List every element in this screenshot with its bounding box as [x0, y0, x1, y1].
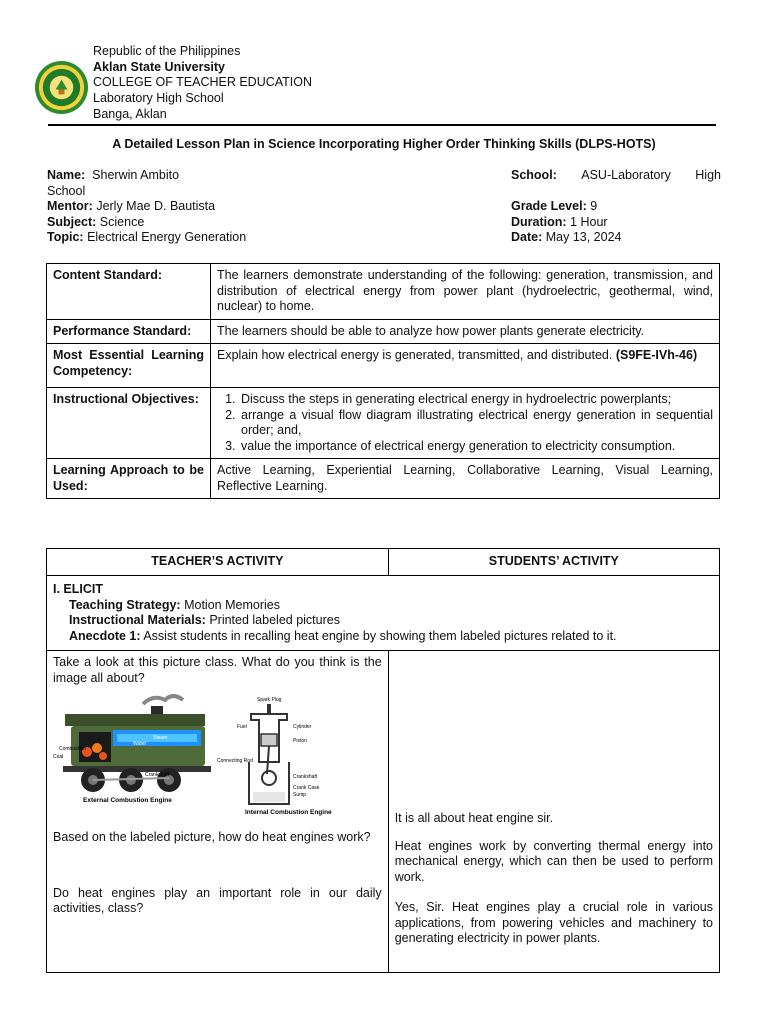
grade-label: Grade Level:	[511, 199, 587, 213]
date-label: Date:	[511, 230, 543, 244]
activity-table	[46, 548, 720, 973]
performance-standard-text: The learners should be able to analyze how power plants generate electricity.	[211, 319, 720, 344]
objectives-cell	[211, 388, 720, 459]
approach-text: Active Learning, Experiential Learning, Collaborative Learning, Visual Learning, Reflective Learning.	[211, 459, 720, 499]
students-activity-cell	[388, 651, 719, 973]
anecdote-value: Assist students in recalling heat engine by showing them labeled pictures related to it.	[143, 628, 617, 643]
melc-text: Explain how electrical energy is generated, transmitted, and distributed.	[217, 348, 613, 362]
melc-row	[47, 344, 720, 388]
internal-engine-caption: Internal Combustion Engine	[245, 809, 332, 816]
republic-line: Republic of the Philippines	[93, 44, 241, 58]
heat-engine-figure	[53, 692, 373, 820]
anecdote-label: Anecdote 1:	[69, 628, 141, 643]
materials-label: Instructional Materials:	[69, 613, 206, 627]
objectives-list	[217, 392, 713, 454]
student-answer-2: Heat engines work by converting thermal energy into mechanical energy, which can then be used to perform work.	[394, 838, 713, 884]
school-label: School:	[511, 168, 557, 182]
int-label-spark-plug: Spark Plug	[257, 697, 282, 703]
materials-value: Printed labeled pictures	[209, 613, 340, 627]
teacher-question-3: Do heat engines play an important role in our daily activities, class?	[53, 885, 382, 915]
mentor-value: Jerly Mae D. Bautista	[96, 199, 216, 213]
int-label-connecting-rod: Connecting Rod	[217, 758, 253, 764]
objective-item: 2. arrange a visual flow diagram illustrating electrical energy generation in sequential order; and,	[239, 408, 713, 439]
teacher-activity-cell	[47, 651, 389, 973]
ext-label-crankshaft: Crankshaft	[145, 772, 170, 778]
duration-label: Duration:	[511, 214, 567, 229]
mentor-label: Mentor:	[47, 199, 93, 213]
int-label-crank-case: Crank Case	[293, 785, 320, 791]
date-value: May 13, 2024	[545, 230, 622, 244]
info-left	[47, 168, 477, 246]
header-divider	[48, 124, 716, 126]
strategy-value: Motion Memories	[184, 597, 280, 612]
content-standard-text: The learners demonstrate understanding of the following: generation, transmission, and distribution of electrical energy from power plant (hydroelectric, geothermal, wind, nuclear) to home.	[211, 264, 720, 320]
activity-header-row	[47, 549, 720, 576]
melc-label: Most Essential Learning Competency:	[47, 344, 211, 388]
performance-standard-label: Performance Standard:	[47, 319, 211, 344]
ext-label-steam: Steam	[153, 735, 168, 741]
external-engine-caption: External Combustion Engine	[83, 797, 172, 804]
students-activity-header: STUDENTS’ ACTIVITY	[388, 549, 719, 576]
section-title: I. ELICIT	[53, 582, 103, 596]
melc-code: (S9FE-IVh-46)	[615, 348, 698, 362]
strategy-label: Teaching Strategy:	[69, 597, 181, 612]
name-label: Name:	[47, 168, 86, 182]
dialogue-row	[47, 651, 720, 973]
external-combustion-engine-illustration	[53, 696, 211, 804]
objectives-label: Instructional Objectives:	[47, 388, 211, 459]
standards-table	[46, 263, 720, 499]
ext-label-coal: Coal	[53, 754, 64, 760]
school-value-2: High	[695, 168, 721, 182]
ext-label-water: Water	[133, 741, 147, 747]
college-name: COLLEGE OF TEACHER EDUCATION	[93, 75, 313, 90]
teacher-activity-header: TEACHER’S ACTIVITY	[47, 549, 389, 576]
performance-standard-row	[47, 319, 720, 344]
topic-label: Topic:	[47, 230, 84, 244]
int-label-sump: Sump	[293, 792, 307, 798]
grade-value: 9	[590, 199, 598, 213]
subject-label: Subject:	[47, 214, 97, 229]
elicit-cell	[47, 576, 720, 651]
elicit-row	[47, 576, 720, 651]
university-seal-icon	[34, 60, 89, 115]
school-value-wrap: School	[47, 183, 86, 198]
objective-item: 3. value the importance of electrical energy generation to electricity consumption.	[239, 439, 713, 455]
school-value: ASU-Laboratory	[581, 168, 671, 182]
teacher-question-2: Based on the labeled picture, how do heat engines work?	[53, 830, 371, 844]
objectives-row	[47, 388, 720, 459]
int-label-cylinder: Cylinder	[293, 724, 312, 730]
internal-combustion-engine-illustration	[217, 697, 332, 816]
student-answer-3: Yes, Sir. Heat engines play a crucial role in various applications, from powering vehicles and machinery to generating electricity in power plants.	[394, 900, 713, 945]
int-label-crankshaft: Crankshaft	[293, 774, 318, 780]
duration-value: 1 Hour	[570, 214, 608, 229]
university-name: Aklan State University	[93, 59, 225, 74]
content-standard-row	[47, 264, 720, 320]
int-label-piston: Piston	[293, 738, 307, 744]
subject-value: Science	[99, 214, 145, 229]
int-label-fuel: Fuel	[237, 724, 247, 730]
info-right	[511, 168, 721, 246]
student-answer-1: It is all about heat engine sir.	[394, 811, 554, 825]
document-title: A Detailed Lesson Plan in Science Incorporating Higher Order Thinking Skills (DLPS-HOTS)	[112, 137, 656, 151]
institution-header	[93, 44, 312, 122]
school-unit: Laboratory High School	[93, 91, 224, 106]
content-standard-label: Content Standard:	[47, 264, 211, 320]
approach-label: Learning Approach to be Used:	[47, 459, 211, 499]
objective-item: 1. Discuss the steps in generating electrical energy in hydroelectric powerplants;	[239, 392, 713, 408]
teacher-question-1: Take a look at this picture class. What do you think is the image all about?	[53, 655, 382, 685]
name-value: Sherwin Ambito	[92, 168, 180, 182]
approach-row	[47, 459, 720, 499]
topic-value: Electrical Energy Generation	[87, 230, 247, 244]
ext-label-combustion: Combustion	[59, 746, 86, 752]
school-address: Banga, Aklan	[93, 106, 167, 121]
melc-cell	[211, 344, 720, 388]
